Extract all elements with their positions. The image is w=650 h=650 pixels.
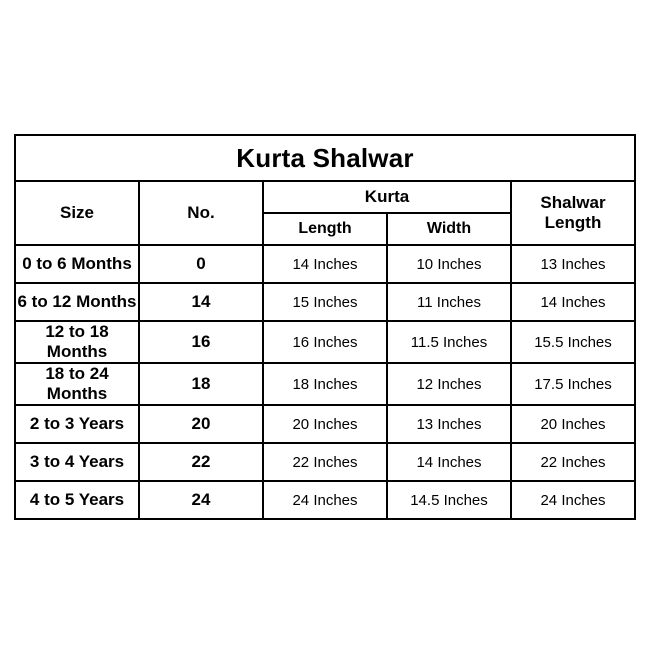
table-row xyxy=(15,245,635,283)
column-header-kurta: Kurta xyxy=(263,181,511,213)
table-header-row-1 xyxy=(15,181,635,213)
column-header-length: Length xyxy=(263,213,387,245)
cell-size: 12 to 18 Months xyxy=(15,321,139,363)
cell-kurta-length: 16 Inches xyxy=(263,321,387,363)
page-title: Kurta Shalwar xyxy=(15,135,635,181)
cell-kurta-width: 11 Inches xyxy=(387,283,511,321)
cell-kurta-width: 13 Inches xyxy=(387,405,511,443)
cell-no: 18 xyxy=(139,363,263,405)
cell-shalwar-length: 24 Inches xyxy=(511,481,635,519)
cell-kurta-length: 24 Inches xyxy=(263,481,387,519)
table-row xyxy=(15,283,635,321)
cell-kurta-width: 12 Inches xyxy=(387,363,511,405)
table-title-row xyxy=(15,135,635,181)
cell-no: 24 xyxy=(139,481,263,519)
cell-size: 4 to 5 Years xyxy=(15,481,139,519)
cell-size: 3 to 4 Years xyxy=(15,443,139,481)
cell-size: 18 to 24 Months xyxy=(15,363,139,405)
column-header-width: Width xyxy=(387,213,511,245)
cell-size: 6 to 12 Months xyxy=(15,283,139,321)
table-row xyxy=(15,321,635,363)
cell-shalwar-length: 22 Inches xyxy=(511,443,635,481)
cell-kurta-length: 18 Inches xyxy=(263,363,387,405)
cell-no: 14 xyxy=(139,283,263,321)
cell-no: 22 xyxy=(139,443,263,481)
cell-kurta-width: 14.5 Inches xyxy=(387,481,511,519)
cell-kurta-width: 11.5 Inches xyxy=(387,321,511,363)
cell-shalwar-length: 14 Inches xyxy=(511,283,635,321)
cell-shalwar-length: 17.5 Inches xyxy=(511,363,635,405)
size-chart-table xyxy=(14,134,636,520)
column-header-size: Size xyxy=(15,181,139,245)
cell-kurta-length: 22 Inches xyxy=(263,443,387,481)
cell-kurta-width: 14 Inches xyxy=(387,443,511,481)
column-header-shalwar-line1: Shalwar xyxy=(540,193,606,212)
table-row xyxy=(15,363,635,405)
cell-size: 0 to 6 Months xyxy=(15,245,139,283)
cell-no: 16 xyxy=(139,321,263,363)
column-header-shalwar-line2: Length xyxy=(544,213,602,232)
cell-size: 2 to 3 Years xyxy=(15,405,139,443)
cell-kurta-length: 20 Inches xyxy=(263,405,387,443)
table-row xyxy=(15,443,635,481)
cell-kurta-width: 10 Inches xyxy=(387,245,511,283)
cell-shalwar-length: 13 Inches xyxy=(511,245,635,283)
cell-no: 0 xyxy=(139,245,263,283)
cell-shalwar-length: 15.5 Inches xyxy=(511,321,635,363)
table-row xyxy=(15,481,635,519)
column-header-shalwar-length xyxy=(511,181,635,245)
table-row xyxy=(15,405,635,443)
column-header-no: No. xyxy=(139,181,263,245)
cell-no: 20 xyxy=(139,405,263,443)
size-chart-container xyxy=(14,134,636,520)
cell-shalwar-length: 20 Inches xyxy=(511,405,635,443)
cell-kurta-length: 14 Inches xyxy=(263,245,387,283)
cell-kurta-length: 15 Inches xyxy=(263,283,387,321)
